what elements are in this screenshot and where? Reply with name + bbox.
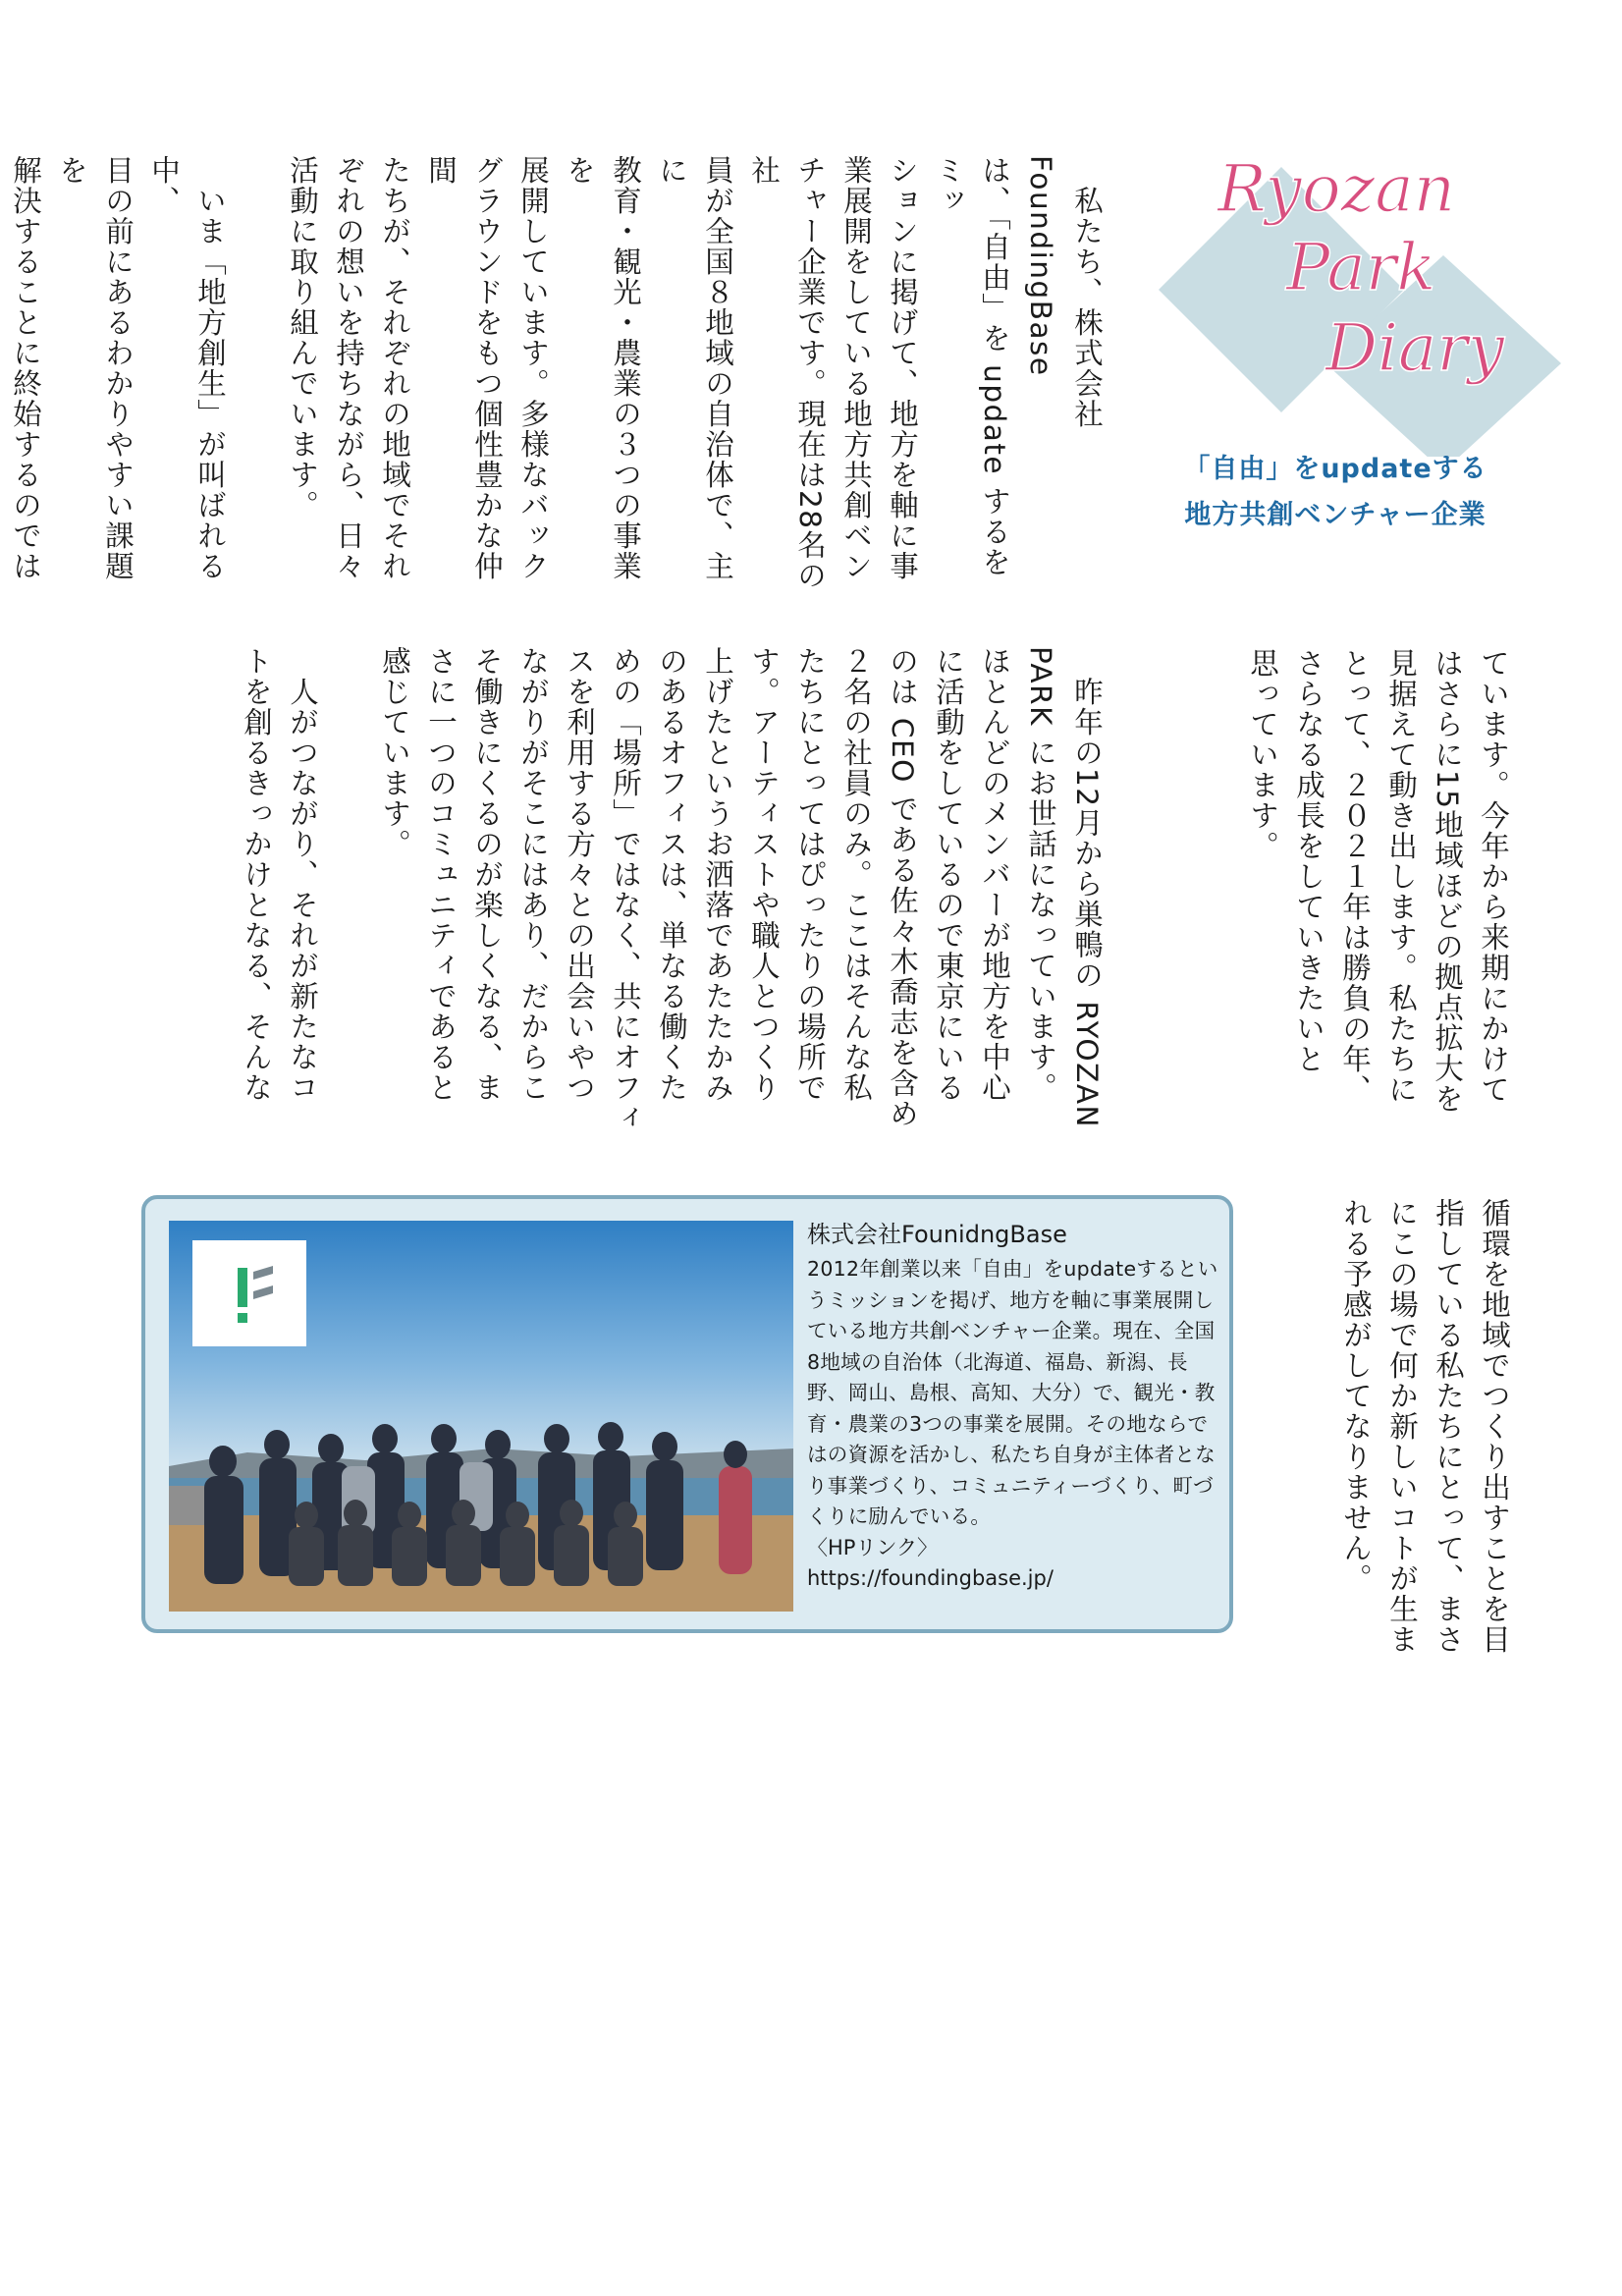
subtitle-line-1: 「自由」をupdateする [1183,454,1487,484]
team-photo [169,1221,793,1612]
logo-word-diary: Diary [1325,310,1505,386]
subtitle-line-2: 地方共創ベンチャー企業 [1184,500,1487,530]
team-photo-image [169,1221,793,1612]
logo-word-park: Park [1286,230,1436,305]
article-column-upper-right: ています。今年から来期にかけて はさらに15地域ほどの拠点拡大を 見据えて動き出します。私たちに とって、２０２１年は勝負の年、 さらなる成長をしていきたいと 思っています。 [1246,648,1510,1115]
hp-link-label: 〈HPリンク〉 [807,1535,939,1559]
company-info-text [807,1217,1219,1595]
article-column-middle: 昨年の12月から巣鴨の RYOZAN PARK にお世話になっています。 ほとんどのメンバーが地方を中心 に活動をしているので東京にいる のは CEO である佐々木喬志を含め ２名の社員のみ。ここはそんな私 たちにとってはぴったりの場所で す。アーティストや職人とつくり 上げたというお洒落であたたかみ のあるオフィスは、単なる働くた めの「場所」ではなく、共にオフィ スを利用する方々との出会いやつ ながりがそこにはあり、だからこ そ働きにくるのが楽しくなる、ま さに一つのコミュニティであると 感じています。 人がつながり、それが新たなコ トを創るきっかけとなる、そんな [240,646,1104,1133]
article-column-upper: 私たち、株式会社 FoundingBase は、「自由」を update するをミッ ションに掲げて、地方を軸に事 業展開をしている地方共創ベン チャー企業です。現在は28名の社 員が全国８地域の自治体で、主に 教育・観光・農業の３つの事業を 展開しています。多様なバック グラウンドをもつ個性豊かな仲間 たちが、それぞれの地域でそれ ぞれの想いを持ちながら、日々 活動に取り組んでいます。 いま「地方創生」が叫ばれる中、 目の前にあるわかりやすい課題を 解決することに終始するのでは [9,155,1104,591]
company-description: 2012年創業以来「自由」をupdateするというミッションを掲げ、地方を軸に事業展開している地方共創ベンチャー企業。現在、全国8地域の自治体（北海道、福島、新潟、長野、岡山、島根、高知、大分）で、観光・教育・農業の3つの事業を展開。その地ならではの資源を活かし、私たち自身が主体者となり事業づくり、コミュニティーづくり、町づくりに励んでいる。 [807,1257,1218,1528]
ryozan-park-diary-logo [1159,142,1561,457]
logo-word-ryozan: Ryozan [1217,151,1456,227]
hp-link[interactable]: https://foundingbase.jp/ [807,1566,1054,1590]
article-column-lower-right: 循環を地域でつくり出すことを目 指している私たちにとって、まさ にこの場で何か新しいコトが生ま れる予感がしてなりません。 [1339,1198,1511,1655]
company-info-box [141,1195,1233,1633]
foundingbase-logo-mark [192,1240,306,1346]
company-name: 株式会社FounidngBase [807,1221,1067,1248]
